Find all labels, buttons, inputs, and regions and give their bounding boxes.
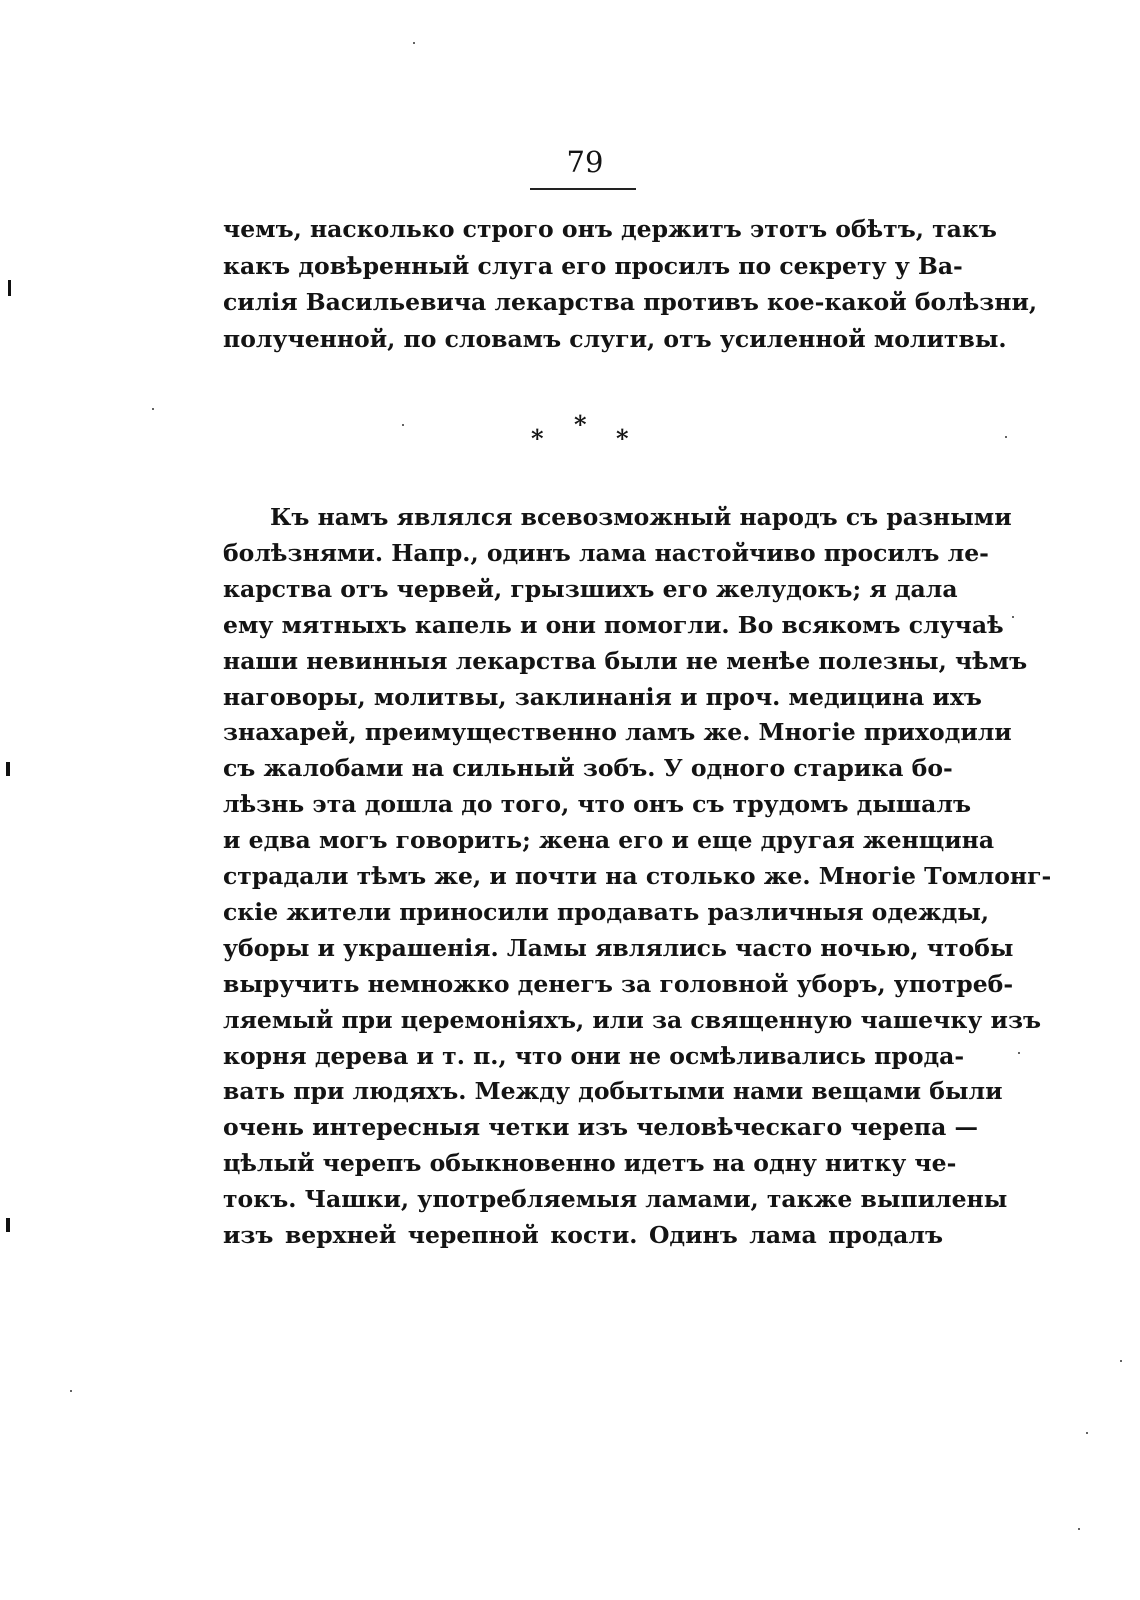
- text-line: наговоры, молитвы, заклинанія и проч. медицина ихъ: [223, 682, 982, 711]
- scan-speck: [1086, 1432, 1088, 1434]
- text-line: силія Васильевича лекарства противъ кое-какой болѣзни,: [223, 288, 1038, 316]
- text-line: лѣзнь эта дошла до того, что онъ съ трудомъ дышалъ: [223, 790, 971, 819]
- text-line: корня дерева и т. п., что они не осмѣливались прода-: [223, 1041, 965, 1070]
- scan-speck: [1078, 1528, 1080, 1530]
- text-line: изъ верхней черепной кости. Одинъ лама продалъ: [223, 1221, 943, 1249]
- text-line: болѣзнями. Напр., одинъ лама настойчиво просилъ ле-: [223, 538, 989, 567]
- text-line: съ жалобами на сильный зобъ. У одного старика бо-: [223, 754, 953, 783]
- asterism-separator: [0, 410, 1140, 457]
- text-line: Къ намъ являлся всевозможный народъ съ разными: [270, 503, 1012, 531]
- scan-mark: [8, 280, 11, 296]
- scan-speck: [413, 42, 415, 44]
- asterisk-top: *: [574, 410, 587, 439]
- text-line: ляемый при церемоніяхъ, или за священную чашечку изъ: [223, 1005, 1041, 1034]
- scan-speck: [1012, 616, 1014, 618]
- text-line: цѣлый черепъ обыкновенно идетъ на одну нитку че-: [223, 1149, 957, 1178]
- text-line: карства отъ червей, грызшихъ его желудокъ; я дала: [223, 574, 958, 603]
- scan-speck: [402, 424, 404, 426]
- text-line: выручить немножко денегъ за головной уборъ, употреб-: [223, 969, 1014, 998]
- text-line: чемъ, насколько строго онъ держитъ этотъ обѣтъ, такъ: [223, 215, 997, 243]
- text-line: страдали тѣмъ же, и почти на столько же. Многіе Томлонг-: [223, 862, 1052, 890]
- scan-speck: [1018, 1052, 1020, 1054]
- scan-speck: [152, 408, 154, 410]
- page-number: 79: [566, 145, 604, 179]
- text-line: знахарей, преимущественно ламъ же. Многіе приходили: [223, 718, 1012, 747]
- asterisk-right: *: [616, 424, 629, 453]
- text-line: какъ довѣренный слуга его просилъ по секрету у Ва-: [223, 251, 963, 280]
- scan-speck: [70, 1390, 72, 1392]
- text-line: скіе жители приносили продавать различныя одежды,: [223, 897, 990, 926]
- scan-speck: [1120, 1360, 1122, 1362]
- asterisk-left: *: [531, 424, 544, 453]
- text-line: ему мятныхъ капель и они помогли. Во всякомъ случаѣ: [223, 610, 1004, 639]
- text-line: вать при людяхъ. Между добытыми нами вещами были: [223, 1077, 1003, 1106]
- page-number-rule: [530, 188, 636, 190]
- scan-mark: [6, 762, 10, 776]
- text-line: токъ. Чашки, употребляемыя ламами, также выпилены: [223, 1185, 1008, 1214]
- text-line: уборы и украшенія. Ламы являлись часто ночью, чтобы: [223, 933, 1014, 962]
- scan-speck: [1005, 436, 1007, 438]
- text-line: и едва могъ говорить; жена его и еще другая женщина: [223, 826, 995, 855]
- text-line: наши невинныя лекарства были не менѣе полезны, чѣмъ: [223, 646, 1028, 675]
- text-line: очень интересныя четки изъ человѣческаго черепа —: [223, 1113, 979, 1142]
- scan-mark: [6, 1218, 10, 1232]
- text-line: полученной, по словамъ слуги, отъ усиленной молитвы.: [223, 324, 1007, 353]
